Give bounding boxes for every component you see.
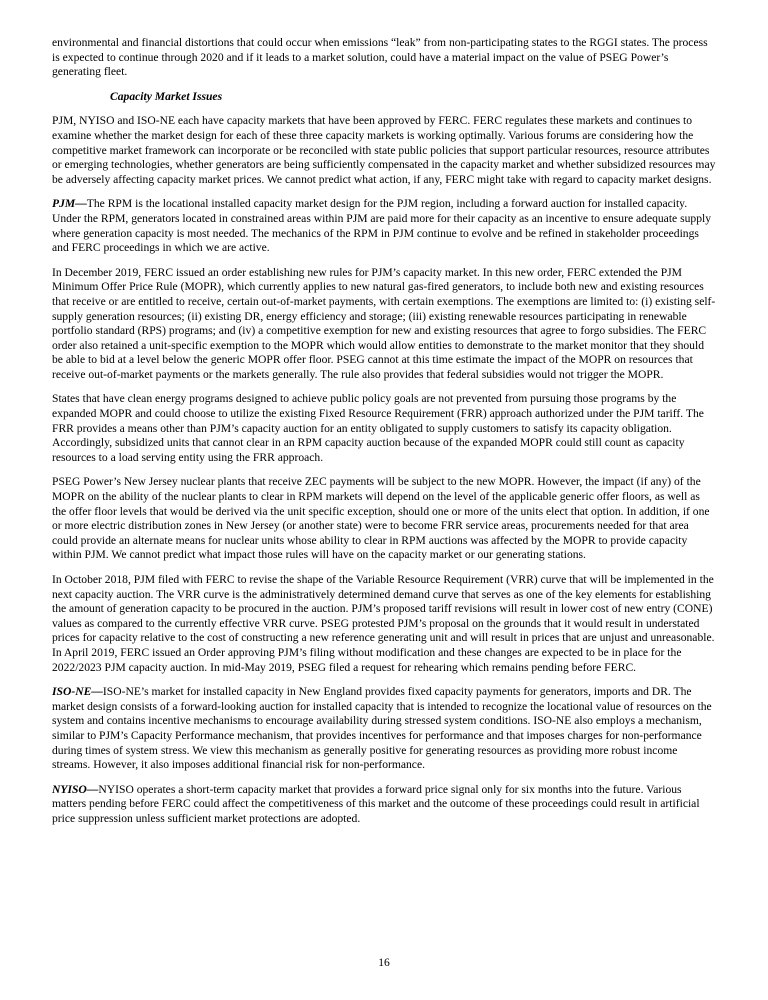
paragraph-nyiso [52, 783, 716, 827]
paragraph-clean-energy-frr [52, 392, 716, 465]
paragraph-text: PJM, NYISO and ISO-NE each have capacity markets that have been approved by FERC. FERC regulates these markets and continues to examine whether the market design for each of these three capacity markets is working optimally. Various forums are considering how the competitive market framework can incorporate or be reconciled with state public policies that support particular resources, resource attributes or emerging technologies, whether generators are being sufficiently compensated in the capacity market and whether subsidized resources may be adversely affecting capacity market prices. We cannot predict what action, if any, FERC might take with regard to capacity market designs. [52, 114, 716, 186]
paragraph-lead-nyiso: NYISO— [52, 782, 99, 796]
section-heading-capacity-market-issues: Capacity Market Issues [110, 89, 223, 103]
paragraph-lead-iso-ne: ISO-NE— [52, 685, 103, 699]
paragraph-december-2019-order [52, 266, 716, 383]
paragraph-october-2018-vrr [52, 573, 716, 675]
paragraph-text: The RPM is the locational installed capacity market design for the PJM region, including a forward auction for installed capacity. Under the RPM, generators located in constrained areas within PJM are paid more for their capacity as an incentive to ensure adequate supply where generation capacity is most needed. The mechanics of the RPM in PJM continue to evolve and be refined in stakeholder proceedings and FERC proceedings in which we are active. [52, 197, 712, 255]
paragraph-text: In December 2019, FERC issued an order establishing new rules for PJM’s capacity market. In this new order, FERC extended the PJM Minimum Offer Price Rule (MOPR), which currently applies to new natural gas-fired generators, to include both new and existing resources that receive or are entitled to receive, certain out-of-market payments, with certain exemptions. The exemptions are limited to: (i) existing self-supply generation resources; (ii) existing DR, energy efficiency and storage; (iii) existing renewable resources participating in renewable portfolio standard (RPS) programs; and (iv) a competitive exemption for new and existing resources that agree to forgo subsidies. The FERC order also retained a unit-specific exemption to the MOPR which would allow entities to demonstrate to the market monitor that they should be able to bid at a level below the generic MOPR offer floor. PSEG cannot at this time estimate the impact of the MOPR on resources that receive out-of-market payments or the markets generally. The rule also provides that federal subsidies would not trigger the MOPR. [52, 265, 716, 381]
paragraph-nj-nuclear-zec [52, 475, 716, 563]
paragraph-text: NYISO operates a short-term capacity market that provides a forward price signal only for six months into the future. Various matters pending before FERC could affect the competitiveness of this market and the outcome of these proceedings could result in artificial price suppression unless sufficient market protections are adopted. [52, 782, 700, 825]
paragraph-text: PSEG Power’s New Jersey nuclear plants that receive ZEC payments will be subject to the new MOPR. However, the impact (if any) of the MOPR on the ability of the nuclear plants to clear in RPM markets will depend on the level of the applicable generic offer floors, as well as the offer floor levels that would be derived via the unit specific exception, should one or more of the units elect that option. In addition, if one or more electric distribution zones in New Jersey (or another state) were to become FRR service areas, procurements needed for that area could provide an alternate means for nuclear units whose ability to clear in RPM auctions was affected by the MOPR to provide capacity within PJM. We cannot predict what impact those rules will have on the capacity market or our generating stations. [52, 475, 710, 562]
paragraph-text: environmental and financial distortions that could occur when emissions “leak” from non-participating states to the RGGI states. The process is expected to continue through 2020 and if it leads to a market solution, could have a material impact on the value of PSEG Power’s generating fleet. [52, 36, 708, 79]
paragraph-capacity-markets-overview [52, 114, 716, 187]
page-number: 16 [378, 956, 390, 969]
paragraph-lead-pjm: PJM— [52, 197, 87, 211]
paragraph-text: States that have clean energy programs designed to achieve public policy goals are not prevented from pursuing those programs by the expanded MOPR and could choose to utilize the existing Fixed Resource Requirement (FRR) approach authorized under the PJM tariff. The FRR provides a means other than PJM’s capacity auction for an entity obligated to supply customers to satisfy its capacity obligation. Accordingly, subsidized units that cannot clear in an RPM capacity auction because of the expanded MOPR could still count as capacity resources to a load serving entity using the FRR approach. [52, 392, 704, 464]
paragraph-rggi-continuation [52, 36, 716, 80]
paragraph-text: ISO-NE’s market for installed capacity in New England provides fixed capacity payments for generators, imports and DR. The market design consists of a forward-looking auction for installed capacity that is intended to recognize the locational value of resources on the system and contains incentive mechanisms to encourage availability during stressed system conditions. ISO-NE also employs a mechanism, similar to PJM’s Capacity Performance mechanism, that provides incentives for performance and that imposes charges for non-performance during times of system stress. We view this mechanism as generally positive for generating resources as providing more robust income streams. However, it also imposes additional financial risk for non-performance. [52, 685, 712, 772]
paragraph-iso-ne [52, 685, 716, 773]
paragraph-text: In October 2018, PJM filed with FERC to revise the shape of the Variable Resource Requirement (VRR) curve that will be implemented in the next capacity auction. The VRR curve is the administratively determined demand curve that serves as one of the key elements for establishing the amount of generation capacity to be procured in the auction. PJM’s proposed tariff revisions will result in lower cost of new entry (CONE) values as compared to the currently effective VRR curve. PSEG protested PJM’s proposal on the grounds that it would result in understated prices for capacity relative to the cost of constructing a new reference generating unit and will result in prices that are unjust and unreasonable. In April 2019, FERC issued an Order approving PJM’s filing without modification and these changes are expected to be in place for the 2022/2023 PJM capacity auction. In mid-May 2019, PSEG filed a request for rehearing which remains pending before FERC. [52, 573, 715, 674]
paragraph-pjm [52, 197, 716, 255]
